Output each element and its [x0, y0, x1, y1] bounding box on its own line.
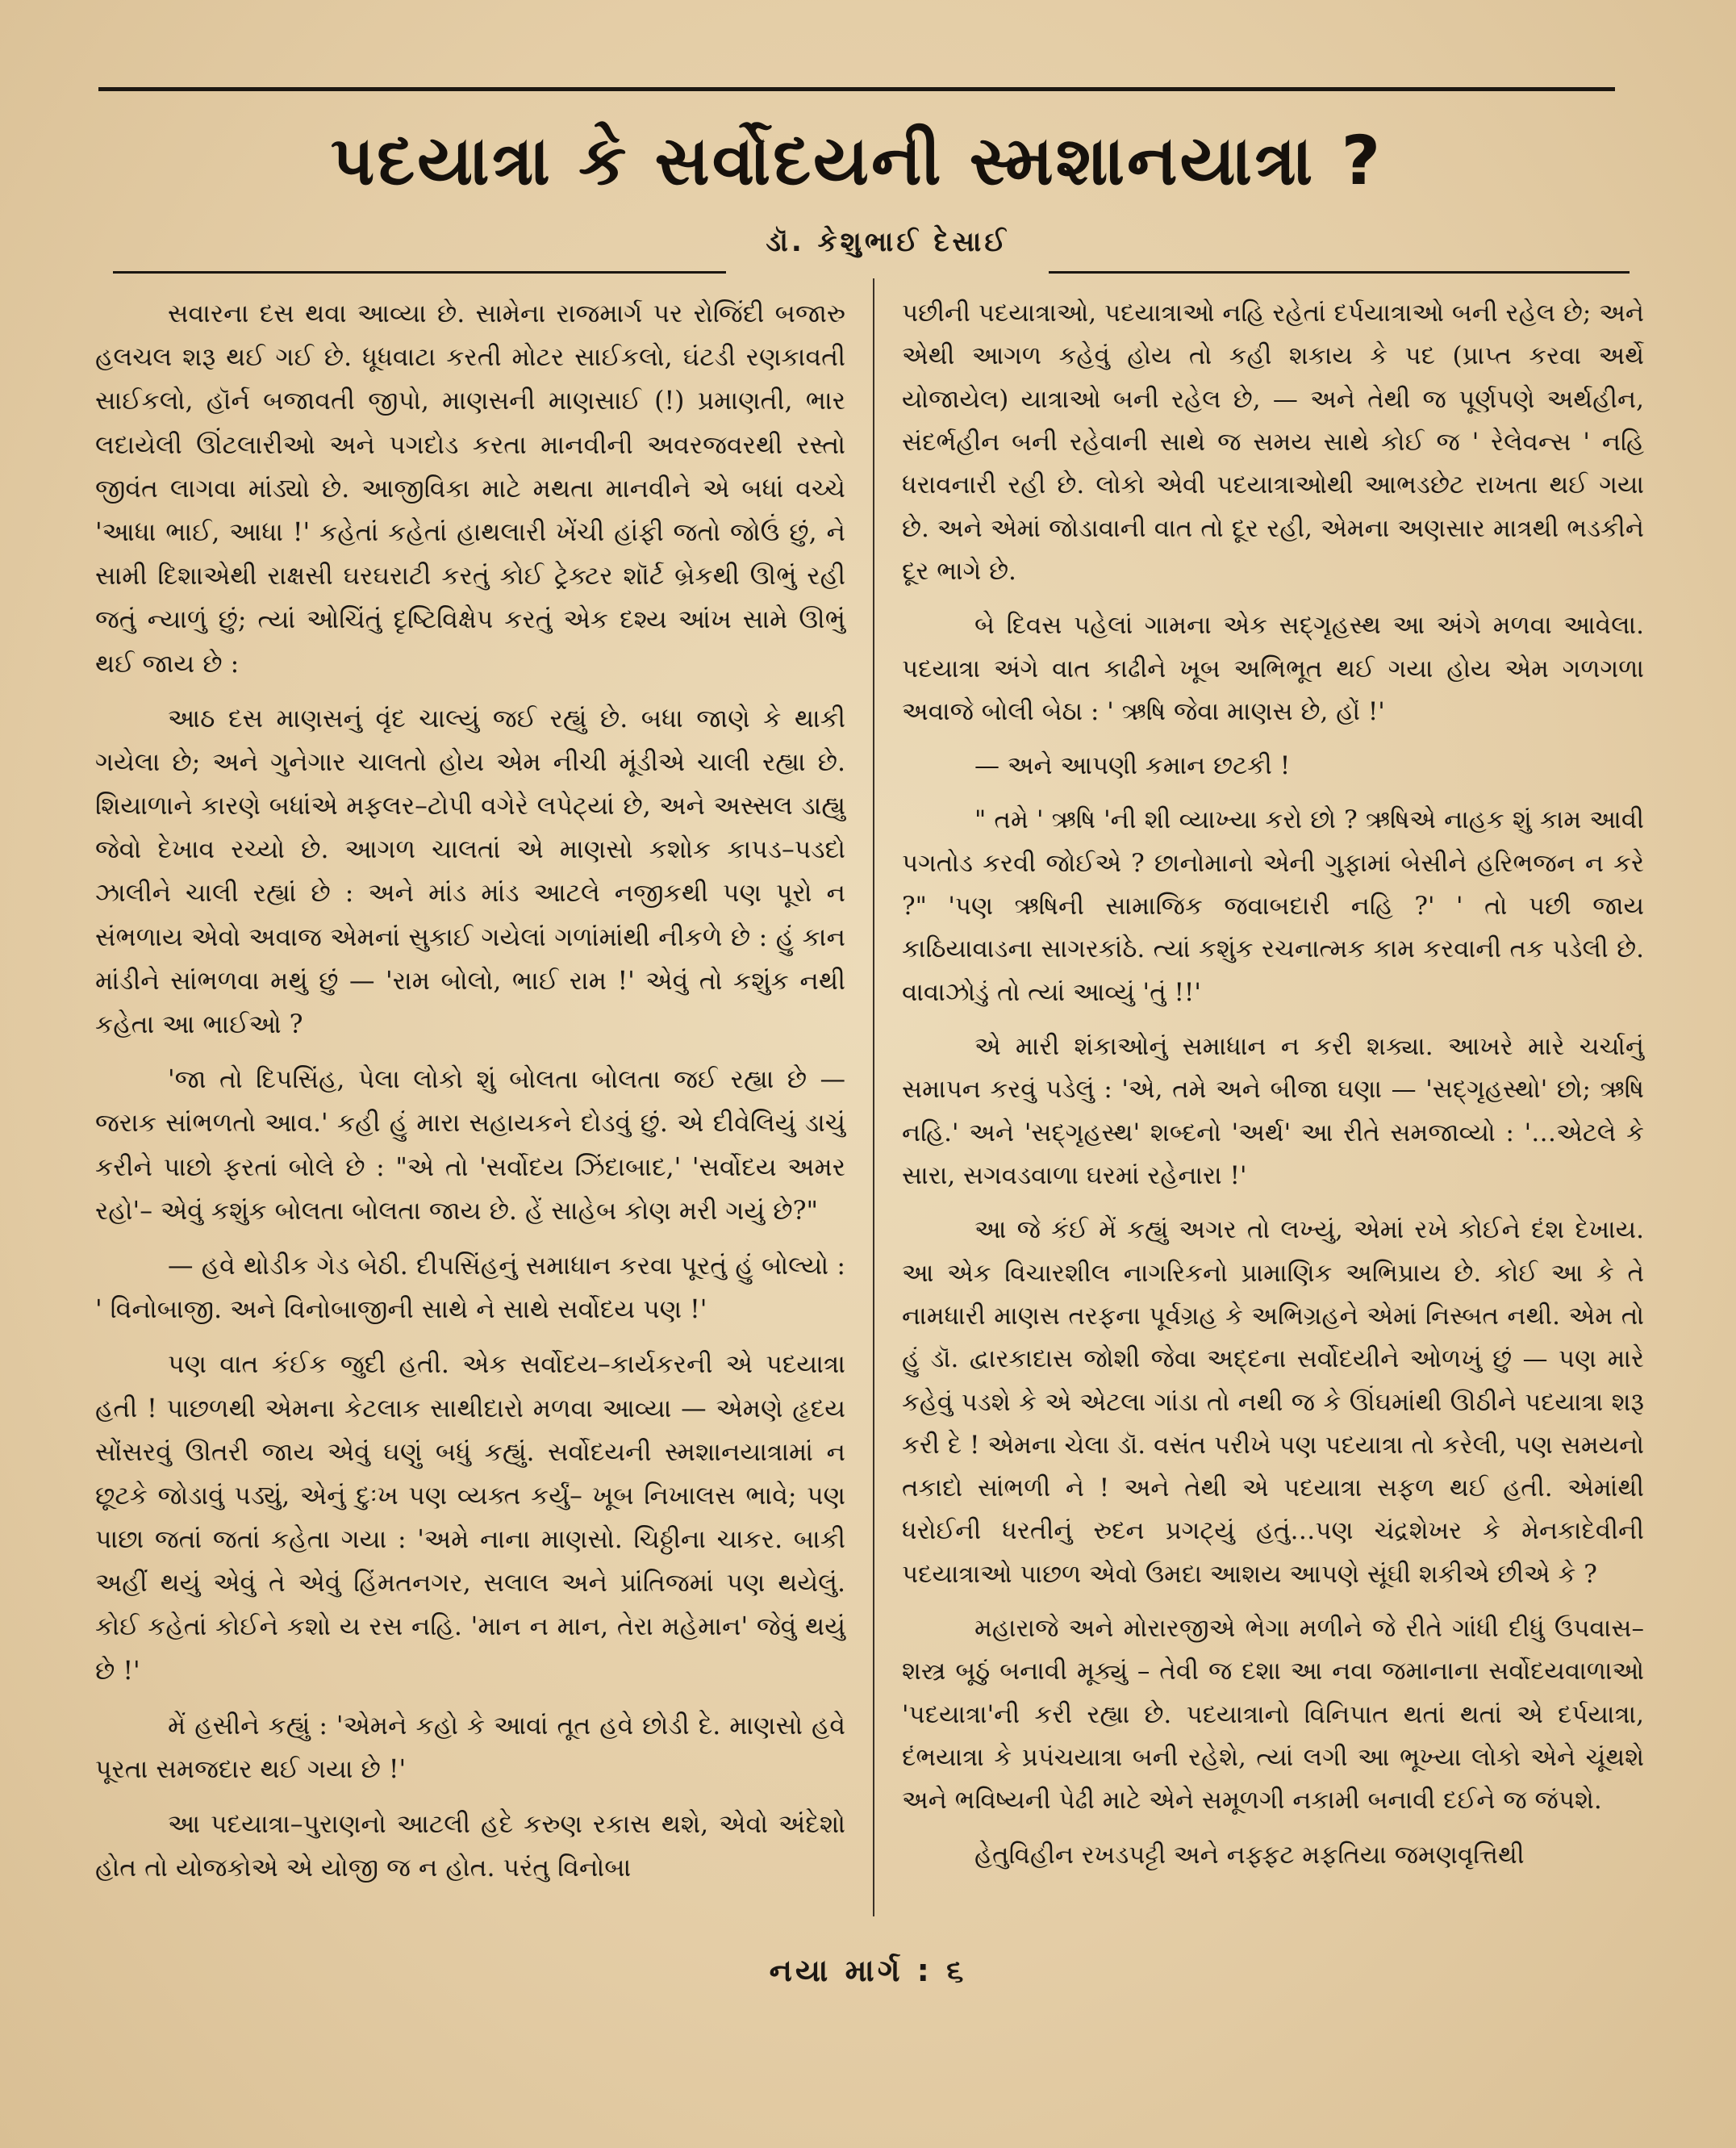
author-rule-right — [1049, 271, 1630, 274]
right-column — [902, 292, 1644, 1888]
paragraph: — હવે થોડીક ગેડ બેઠી. દીપસિંહનું સમાધાન કરવા પૂરતું હું બોલ્યો : ' વિનોબાજી. અને વિનોબાજીની સાથે ને સાથે સર્વોદય પણ !' — [95, 1251, 845, 1325]
paragraph: આ પદયાત્રા–પુરાણનો આટલી હદે કરુણ રકાસ થશે, એવો અંદેશો હોત તો યોજકોએ એ યોજી જ ન હોત. પરંતુ વિનોબા — [95, 1810, 845, 1883]
author-rule-left — [113, 271, 726, 274]
column-divider — [873, 278, 874, 1916]
paragraph: આ જે કંઈ મેં કહ્યું અગર તો લખ્યું, એમાં રખે કોઈને દંશ દેખાય. આ એક વિચારશીલ નાગરિકનો પ્રામાણિક અભિપ્રાય છે. કોઈ આ કે તે નામધારી માણસ તરફના પૂર્વગ્રહ કે અભિગ્રહને એમાં નિસ્બત નથી. એમ તો હું ડૉ. દ્વારકાદાસ જોશી જેવા અદ્દના સર્વોદયીને ઓળખું છું — પણ મારે કહેવું પડશે કે એ એટલા ગાંડા તો નથી જ કે ઊંઘમાંથી ઊઠીને પદયાત્રા શરૂ કરી દે ! એમના ચેલા ડૉ. વસંત પરીખે પણ પદયાત્રા તો કરેલી, પણ સમયનો તકાદો સાંભળી ને ! અને તેથી એ પદયાત્રા સફળ થઈ હતી. એમાંથી ધરોઈની ધરતીનું રુદન પ્રગટ્યું હતું…પણ ચંદ્રશેખર કે મેનકાદેવીની પદયાત્રાઓ પાછળ એવો ઉમદા આશય આપણે સૂંઘી શકીએ છીએ કે ? — [902, 1215, 1644, 1589]
paragraph: બે દિવસ પહેલાં ગામના એક સદ્‌ગૃહસ્થ આ અંગે મળવા આવેલા. પદયાત્રા અંગે વાત કાઢીને ખૂબ અભિભૂત થઈ ગયા હોય એમ ગળગળા અવાજે બોલી બેઠા : ' ઋષિ જેવા માણસ છે, હોં !' — [902, 611, 1644, 726]
paragraph: હેતુવિહીન રખડપટ્ટી અને નફ્ફટ મફતિયા જમણવૃત્તિથી — [974, 1840, 1525, 1870]
paragraph: મેં હસીને કહ્યું : 'એમને કહો કે આવાં તૂત હવે છોડી દે. માણસો હવે પૂરતા સમજદાર થઈ ગયા છે !' — [95, 1711, 845, 1784]
article-title: પદયાત્રા કે સર્વોદયની સ્મશાનયાત્રા ? — [330, 121, 1383, 200]
left-column — [95, 292, 845, 1902]
paragraph: સવારના દસ થવા આવ્યા છે. સામેના રાજમાર્ગ પર રોજિંદી બજારુ હલચલ શરૂ થઈ ગઈ છે. ધૂધવાટા કરતી મોટર સાઈકલો, ઘંટડી રણકાવતી સાઈકલો, હૉર્ન બજાવતી જીપો, માણસની માણસાઈ (!) પ્રમાણતી, ભાર લદાયેલી ઊંટલારીઓ અને પગદોડ કરતા માનવીની અવરજવરથી રસ્તો જીવંત લાગવા માંડ્યો છે. આજીવિકા માટે મથતા માનવીને એ બધાં વચ્ચે 'આધા ભાઈ, આધા !' કહેતાં કહેતાં હાથલારી ખેંચી હાંફી જતો જોઉં છું, ને સામી દિશાએથી રાક્ષસી ઘરઘરાટી કરતું કોઈ ટ્રેક્ટર શૉર્ટ બ્રેકથી ઊભું રહી જતું ન્યાળું છું; ત્યાં ઓચિંતું દૃષ્ટિવિક્ષેપ કરતું એક દશ્ય આંખ સામે ઊભું થઈ જાય છે : — [95, 299, 845, 679]
paragraph: પછીની પદયાત્રાઓ, પદયાત્રાઓ નહિ રહેતાં દર્પયાત્રાઓ બની રહેલ છે; અને એથી આગળ કહેવું હોય તો કહી શકાય કે પદ (પ્રાપ્ત કરવા અર્થે યોજાયેલ) યાત્રાઓ બની રહેલ છે, — અને તેથી જ પૂર્ણપણે અર્થહીન, સંદર્ભહીન બની રહેવાની સાથે જ સમય સાથે કોઈ જ ' રેલેવન્સ ' નહિ ધરાવનારી રહી છે. લોકો એવી પદયાત્રાઓથી આભડછેટ રાખતા થઈ ગયા છે. અને એમાં જોડાવાની વાત તો દૂર રહી, એમના અણસાર માત્રથી ભડકીને દૂર ભાગે છે. — [902, 299, 1644, 586]
paragraph: પણ વાત કંઈક જુદી હતી. એક સર્વોદય–કાર્યકરની એ પદયાત્રા હતી ! પાછળથી એમના કેટલાક સાથીદારો મળવા આવ્યા — એમણે હૃદય સોંસરવું ઊતરી જાય એવું ઘણું બધું કહ્યું. સર્વોદયની સ્મશાનયાત્રામાં ન છૂટકે જોડાવું પડ્યું, એનું દુઃખ પણ વ્યક્ત કર્યું– ખૂબ નિખાલસ ભાવે; પણ પાછા જતાં જતાં કહેતા ગયા : 'અમે નાના માણસો. ચિઠ્ઠીના ચાકર. બાકી અહીં થયું એવું તે એવું હિંમતનગર, સલાલ અને પ્રાંતિજમાં પણ થયેલું. કોઈ કહેતાં કોઈને કશો ય રસ નહિ. 'માન ન માન, તેરા મહેમાન' જેવું થયું છે !' — [95, 1350, 845, 1686]
author-byline: ડૉ. કેશુભાઈ દેસાઈ — [766, 226, 1009, 258]
top-rule — [98, 87, 1615, 91]
page-footer: નયા માર્ગ : ૬ — [769, 1953, 967, 1988]
paragraph: આઠ દસ માણસનું વૃંદ ચાલ્યું જઈ રહ્યું છે. બધા જાણે કે થાકી ગયેલા છે; અને ગુનેગાર ચાલતો હોય એમ નીચી મૂંડીએ ચાલી રહ્યા છે. શિયાળાને કારણે બધાંએ મફલર–ટોપી વગેરે લપેટ્યાં છે, અને અસ્સલ ડાહ્યુ જેવો દેખાવ રચ્યો છે. આગળ ચાલતાં એ માણસો કશોક કાપડ–પડદો ઝાલીને ચાલી રહ્યાં છે : અને માંડ માંડ આટલે નજીકથી પણ પૂરો ન સંભળાય એવો અવાજ એમનાં સુકાઈ ગયેલાં ગળાંમાંથી નીકળે છે : હું કાન માંડીને સાંભળવા મથું છું — 'રામ બોલો, ભાઈ રામ !' એવું તો કશુંક નથી કહેતા આ ભાઈઓ ? — [95, 704, 845, 1039]
paragraph: 'જા તો દિપસિંહ, પેલા લોકો શું બોલતા બોલતા જઈ રહ્યા છે — જરાક સાંભળતો આવ.' કહી હું મારા સહાયકને દોડવું છું. એ દીવેલિયું ડાચું કરીને પાછો ફરતાં બોલે છે : "એ તો 'સર્વોદય ઝિંદાબાદ,' 'સર્વોદય અમર રહો'– એવું કશુંક બોલતા બોલતા જાય છે. હેં સાહેબ કોણ મરી ગયું છે?" — [95, 1065, 845, 1226]
paragraph: મહારાજે અને મોરારજીએ ભેગા મળીને જે રીતે ગાંધી દીધું ઉપવાસ–શસ્ત્ર બૂઠું બનાવી મૂક્યું – તેવી જ દશા આ નવા જમાનાના સર્વોદયવાળાઓ 'પદયાત્રા'ની કરી રહ્યા છે. પદયાત્રાનો વિનિપાત થતાં થતાં એ દર્પયાત્રા, દંભયાત્રા કે પ્રપંચયાત્રા બની રહેશે, ત્યાં લગી આ ભૂખ્યા લોકો એને ચૂંથશે અને ભવિષ્યની પેઢી માટે એને સમૂળગી નકામી બનાવી દઈને જ જંપશે. — [902, 1614, 1644, 1816]
paragraph: એ મારી શંકાઓનું સમાધાન ન કરી શક્યા. આખરે મારે ચર્ચાનું સમાપન કરવું પડેલું : 'એ, તમે અને બીજા ઘણા — 'સદ્‌ગૃહસ્થો' છો; ઋષિ નહિ.' અને 'સદ્‌ગૃહસ્થ' શબ્દનો 'અર્થ' આ રીતે સમજાવ્યો : '…એટલે કે સારા, સગવડવાળા ઘરમાં રહેનારા !' — [902, 1032, 1644, 1190]
paragraph: — અને આપણી કમાન છટકી ! — [974, 751, 1291, 781]
paragraph: " તમે ' ઋષિ 'ની શી વ્યાખ્યા કરો છો ? ઋષિએ નાહક શું કામ આવી પગતોડ કરવી જોઈએ ? છાનોમાનો એની ગુફામાં બેસીને હરિભજન ન કરે ?" 'પણ ઋષિની સામાજિક જવાબદારી નહિ ?' ' તો પછી જાય કાઠિયાવાડના સાગરકાંઠે. ત્યાં કશુંક રચનાત્મક કામ કરવાની તક પડેલી છે. વાવાઝોડું તો ત્યાં આવ્યું 'તું !!' — [902, 805, 1644, 1007]
